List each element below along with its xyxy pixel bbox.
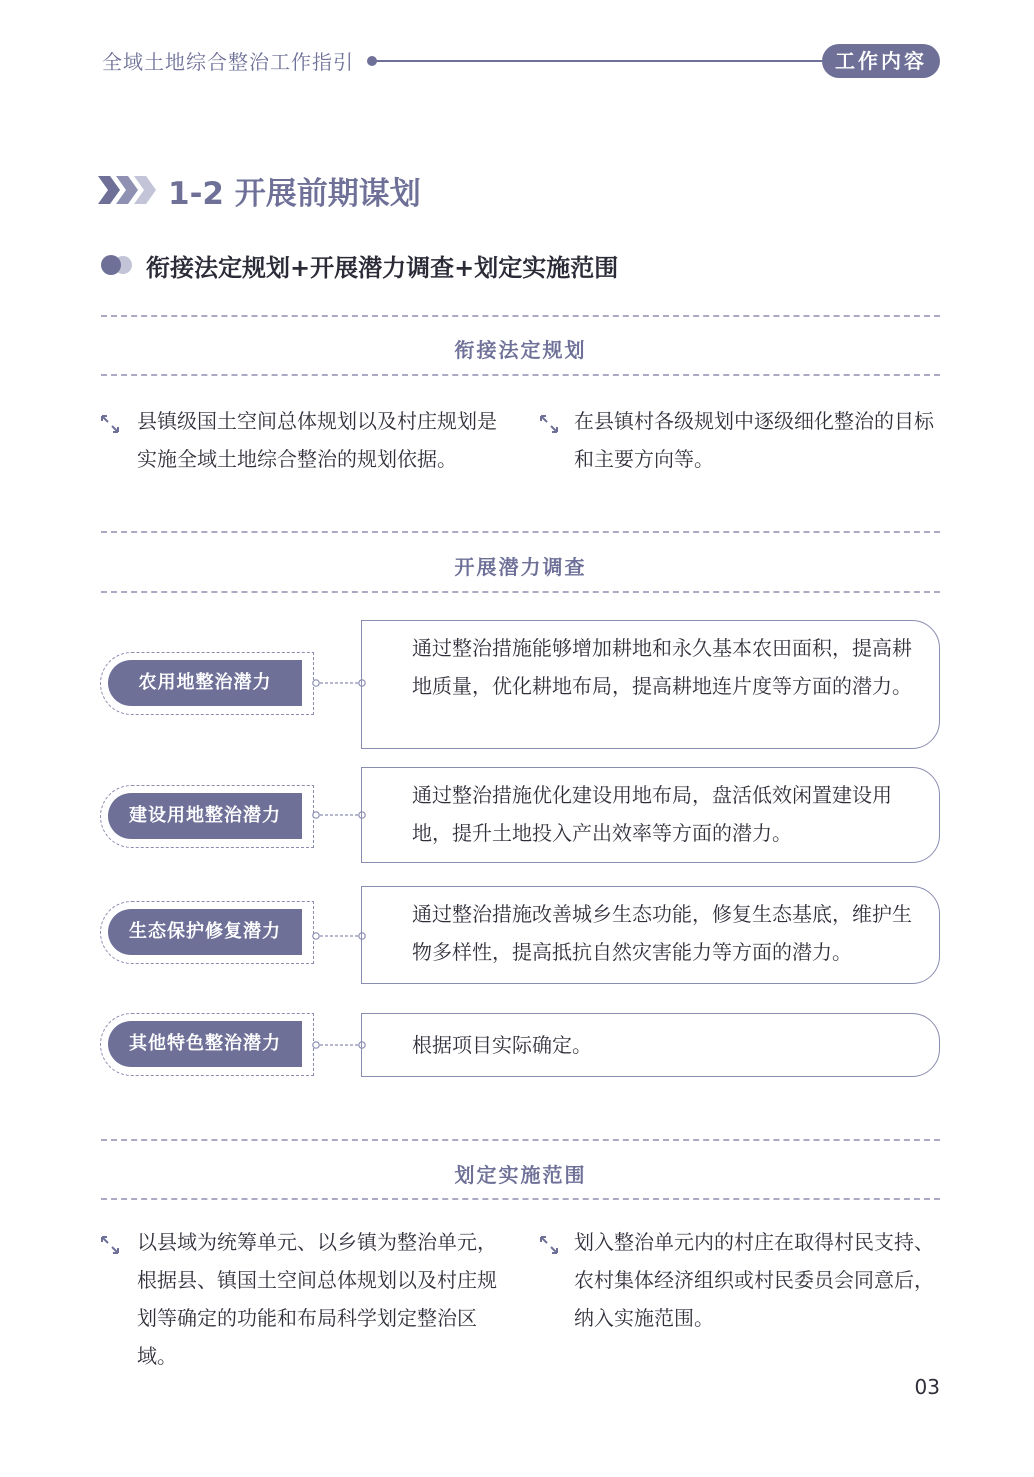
connector [312, 931, 366, 941]
doc-title: 全域土地综合整治工作指引 [102, 50, 354, 74]
section-badge: 工作内容 [822, 44, 940, 78]
diagonal-arrows-icon [100, 1235, 120, 1255]
other-potential-text: 根据项目实际确定。 [412, 1033, 592, 1057]
farmland-potential-text: 通过整治措施能够增加耕地和永久基本农田面积，提高耕地质量，优化耕地布局，提高耕地连片度等方面的潜力。 [412, 636, 912, 698]
planning-item-1: 县镇级国土空间总体规划以及村庄规划是实施全域土地综合整治的规划依据。 [137, 409, 497, 471]
connector [312, 810, 366, 820]
triple-chevron-icon [96, 174, 158, 206]
double-dot-icon [100, 254, 134, 276]
tag-farmland-potential: 农用地整治潜力 [108, 660, 302, 706]
diagonal-arrows-icon [539, 414, 559, 434]
panel-heading-scope: 划定实施范围 [454, 1163, 587, 1187]
panel-heading-potential: 开展潜力调查 [454, 555, 587, 579]
panel-heading-planning: 衔接法定规划 [454, 338, 587, 362]
scope-item-1: 以县域为统筹单元、以乡镇为整治单元，根据县、镇国土空间总体规划以及村庄规划等确定的功能和布局科学划定整治区域。 [137, 1230, 497, 1368]
connector [312, 678, 366, 688]
ecology-potential-text: 通过整治措施改善城乡生态功能，修复生态基底，维护生物多样性，提高抵抗自然灾害能力等方面的潜力。 [412, 902, 912, 964]
section-title: 1-2 开展前期谋划 [168, 176, 421, 212]
divider [101, 531, 940, 533]
divider [101, 1139, 940, 1141]
tag-ecology-potential: 生态保护修复潜力 [108, 909, 302, 955]
scope-item-2: 划入整治单元内的村庄在取得村民支持、农村集体经济组织或村民委员会同意后，纳入实施范围。 [574, 1230, 934, 1330]
page-number: 03 [914, 1375, 940, 1399]
connector [312, 1040, 366, 1050]
diagonal-arrows-icon [539, 1235, 559, 1255]
divider [101, 591, 940, 593]
diagonal-arrows-icon [100, 414, 120, 434]
tag-construction-potential: 建设用地整治潜力 [108, 793, 302, 839]
divider [101, 1198, 940, 1200]
subtitle: 衔接法定规划+开展潜力调查+划定实施范围 [146, 254, 619, 282]
divider [101, 374, 940, 376]
header-line [376, 60, 836, 62]
planning-item-2: 在县镇村各级规划中逐级细化整治的目标和主要方向等。 [574, 409, 934, 471]
tag-other-potential: 其他特色整治潜力 [108, 1021, 302, 1067]
construction-potential-text: 通过整治措施优化建设用地布局，盘活低效闲置建设用地，提升土地投入产出效率等方面的潜力。 [412, 783, 892, 845]
divider [101, 315, 940, 317]
